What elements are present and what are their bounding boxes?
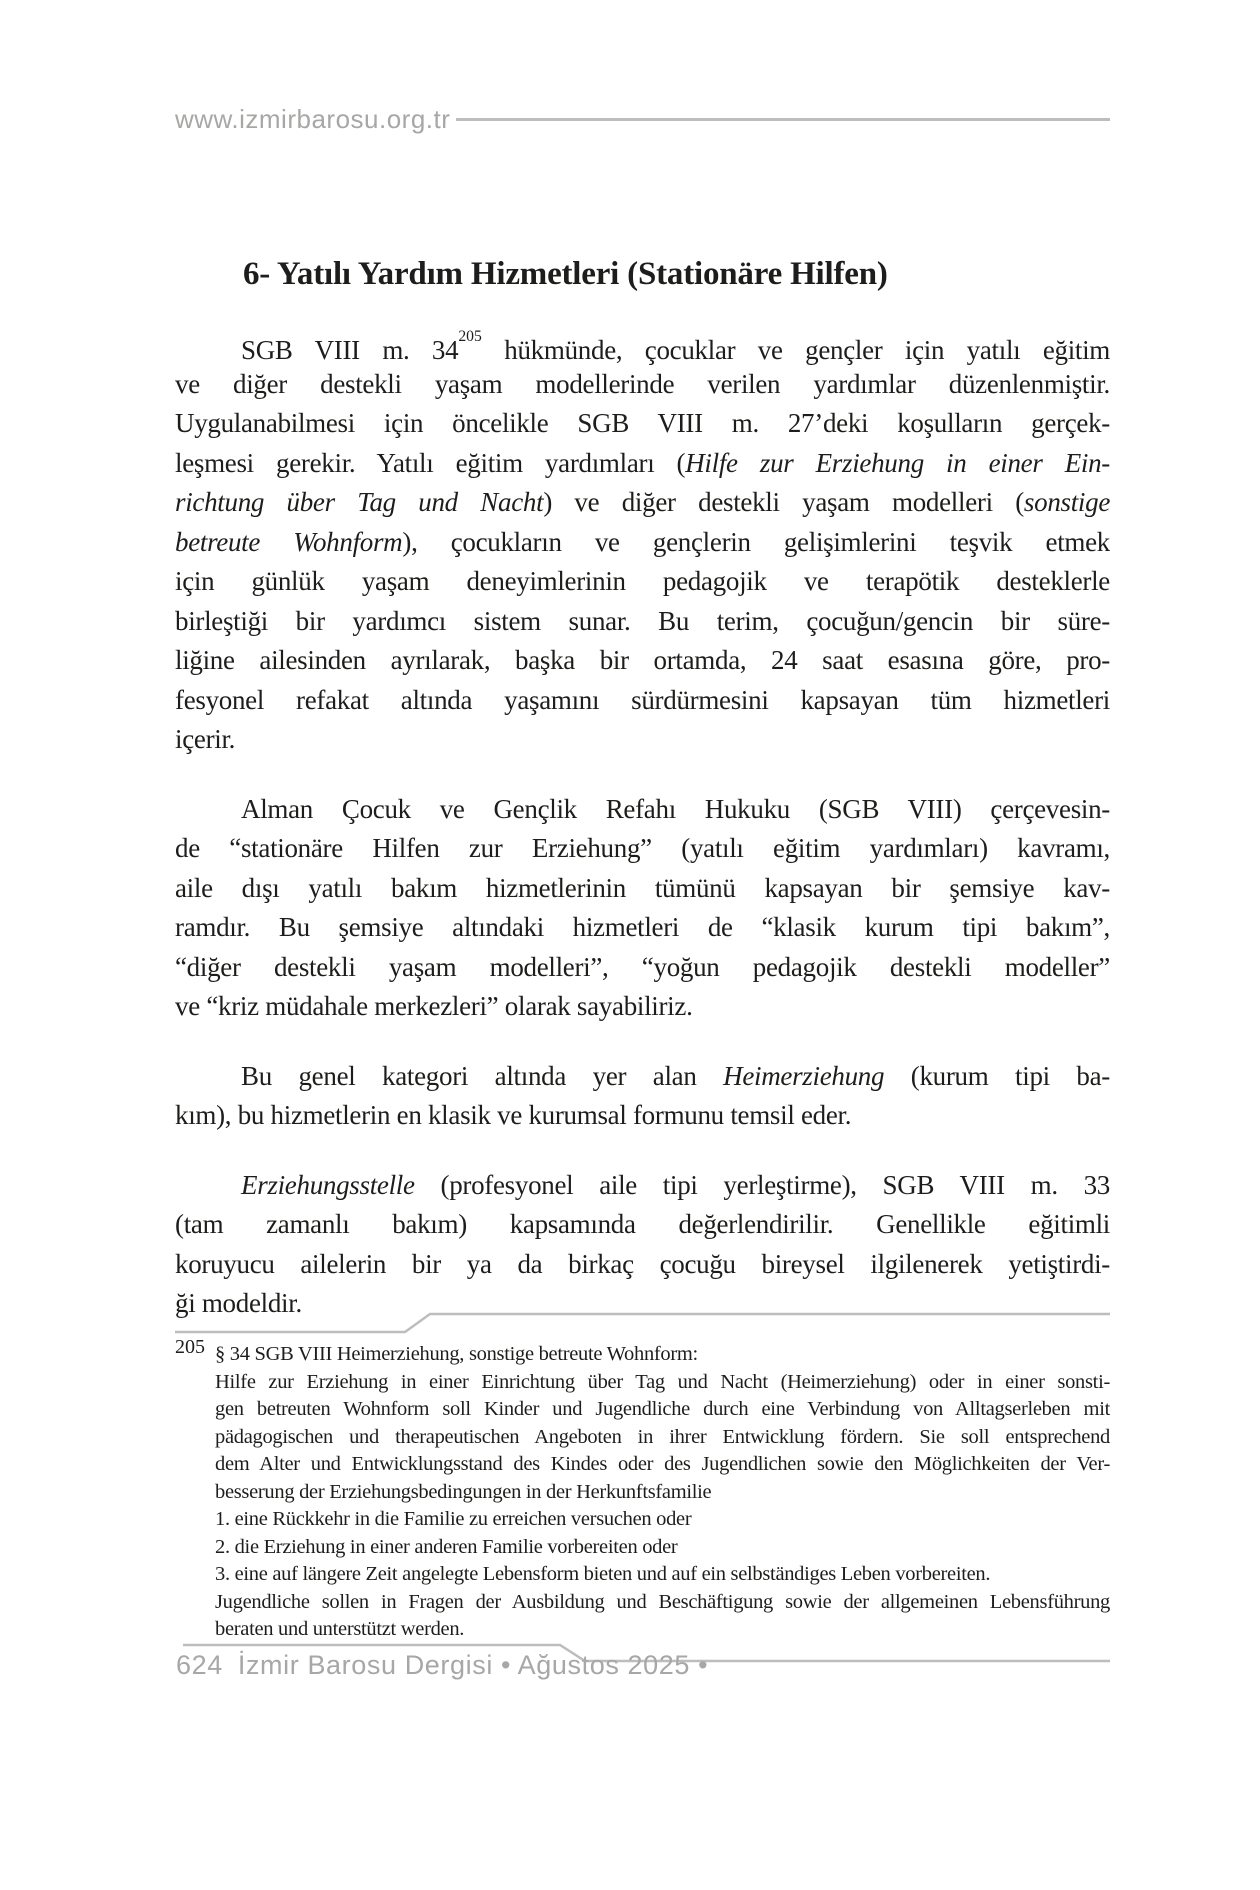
- text-line: [215, 1451, 1110, 1479]
- paragraph: [175, 325, 1110, 760]
- text-segment: Jugendliche sollen in Fragen der Ausbildung und Beschäftigung sowie der allgemeinen Lebensführung: [215, 1590, 1110, 1613]
- text-segment: de “stationäre Hilfen zur Erziehung” (yatılı eğitim yardımları) kavramı,: [175, 833, 1110, 863]
- text-segment: aile dışı yatılı bakım hizmetlerinin tümünü kapsayan bir şemsiye kav-: [175, 872, 1110, 903]
- text-segment: Heimerziehung: [723, 1060, 885, 1091]
- text-line: [175, 404, 1110, 444]
- text-segment: betreute Wohnform: [175, 526, 403, 557]
- text-segment: fesyonel refakat altında yaşamını sürdürmesini kapsayan tüm hizmetleri: [175, 684, 1110, 715]
- footnote-body: [215, 1341, 1110, 1644]
- text-line: [215, 1534, 1110, 1562]
- text-line: [175, 987, 1110, 1027]
- text-segment: pädagogischen und therapeutischen Angeboten in ihrer Entwicklung fördern. Sie soll entsprechend: [215, 1425, 1110, 1448]
- text-segment: “diğer destekli yaşam modelleri”, “yoğun pedagojik destekli modeller”: [175, 951, 1110, 982]
- text-segment: hükmünde, çocuklar ve gençler için yatılı eğitim: [481, 335, 1110, 365]
- text-line: [175, 908, 1110, 948]
- text-line: [215, 1561, 1110, 1589]
- text-line: [175, 1245, 1110, 1285]
- text-line: [175, 483, 1110, 523]
- text-line: [215, 1616, 1110, 1644]
- header-url: www.izmirbarosu.org.tr: [175, 104, 451, 134]
- text-segment: kım), bu hizmetlerin en klasik ve kurumsal formunu temsil eder.: [175, 1100, 852, 1130]
- footnote-separator: [175, 1311, 1110, 1337]
- text-segment: sonstige: [1023, 487, 1110, 517]
- body-text: [175, 325, 1110, 1324]
- text-line: [175, 869, 1110, 909]
- page-header: [175, 104, 1110, 135]
- text-segment: ve diğer destekli yaşam modellerinde verilen yardımlar düzenlenmiştir.: [175, 368, 1110, 399]
- text-segment: ramdır. Bu şemsiye altındaki hizmetleri de “klasik kurum tipi bakım”,: [175, 912, 1110, 942]
- text-segment: birleştiği bir yardımcı sistem sunar. Bu terim, çocuğun/gencin bir süre-: [175, 605, 1110, 636]
- text-line: [175, 562, 1110, 602]
- text-segment: leşmesi gerekir. Yatılı eğitim yardımları (: [175, 447, 686, 478]
- text-segment: ), çocukların ve gençlerin gelişimlerini teşvik etmek: [402, 526, 1110, 557]
- text-line: [175, 365, 1110, 405]
- text-line: [175, 1205, 1110, 1245]
- text-segment: gen betreuten Wohnform soll Kinder und Jugendliche durch eine Verbindung von Alltagserleben mit: [215, 1398, 1110, 1420]
- text-segment: (profesyonel aile tipi yerleştirme), SGB VIII m. 33: [414, 1169, 1110, 1200]
- text-line: [175, 790, 1110, 830]
- page-number: 624: [176, 1650, 223, 1680]
- text-segment: koruyucu ailelerin bir ya da birkaç çocuğu bireysel ilgilenerek yetiştirdi-: [175, 1248, 1110, 1279]
- text-segment: Erziehungsstelle: [241, 1169, 415, 1200]
- text-segment: (kurum tipi ba-: [884, 1060, 1110, 1091]
- text-segment: § 34 SGB VIII Heimerziehung, sonstige betreute Wohnform:: [215, 1343, 698, 1365]
- text-segment: içerir.: [175, 724, 236, 754]
- paragraph: [175, 1166, 1110, 1324]
- page-footer: [176, 1650, 708, 1681]
- text-segment: besserung der Erziehungsbedingungen in der Herkunftsfamilie: [215, 1480, 712, 1503]
- text-line: [175, 1096, 1110, 1136]
- text-line: [215, 1424, 1110, 1452]
- text-line: [215, 1589, 1110, 1617]
- text-segment: için günlük yaşam deneyimlerinin pedagojik ve terapötik desteklerle: [175, 566, 1110, 596]
- text-line: [215, 1506, 1110, 1534]
- text-segment: (tam zamanlı bakım) kapsamında değerlendirilir. Genellikle eğitimli: [175, 1209, 1110, 1239]
- text-line: [175, 444, 1110, 484]
- text-segment: 1. eine Rückkehr in die Familie zu erreichen versuchen oder: [215, 1508, 692, 1530]
- footnote-block: [175, 1336, 1110, 1644]
- text-line: [175, 829, 1110, 869]
- text-segment: liğine ailesinden ayrılarak, başka bir ortamda, 24 saat esasına göre, pro-: [175, 645, 1110, 675]
- text-segment: ve “kriz müdahale merkezleri” olarak sayabiliriz.: [175, 991, 693, 1021]
- text-segment: ) ve diğer destekli yaşam modelleri (: [543, 487, 1024, 517]
- text-segment: Hilfe zur Erziehung in einer Einrichtung über Tag und Nacht (Heimerziehung) oder in einer sonsti-: [215, 1370, 1110, 1393]
- text-line: [175, 720, 1110, 760]
- text-line: [215, 1396, 1110, 1424]
- text-line: [175, 325, 1110, 365]
- text-segment: SGB VIII m. 34: [241, 335, 459, 365]
- text-segment: ği modeldir.: [175, 1288, 302, 1318]
- text-segment: Bu genel kategori altında yer alan: [241, 1060, 724, 1091]
- text-segment: 2. die Erziehung in einer anderen Familie vorbereiten oder: [215, 1535, 678, 1558]
- footnote-number: 205: [175, 1336, 205, 1358]
- footnote-reference: 205: [458, 328, 482, 346]
- text-segment: 3. eine auf längere Zeit angelegte Lebensform bieten und auf ein selbständiges Leben vorbereiten.: [215, 1563, 991, 1585]
- paragraph: [175, 790, 1110, 1027]
- section-title: 6- Yatılı Yardım Hizmetleri (Stationäre Hilfen): [243, 256, 888, 292]
- text-line: [175, 602, 1110, 642]
- header-rule: [456, 118, 1110, 121]
- text-segment: Uygulanabilmesi için öncelikle SGB VIII m. 27’deki koşulların gerçek-: [175, 408, 1110, 438]
- text-line: [175, 948, 1110, 988]
- text-segment: Alman Çocuk ve Gençlik Refahı Hukuku (SGB VIII) çerçevesin-: [241, 793, 1110, 824]
- text-line: [175, 1057, 1110, 1097]
- text-line: [175, 641, 1110, 681]
- text-line: [175, 1166, 1110, 1206]
- text-segment: Hilfe zur Erziehung in einer Ein-: [685, 447, 1110, 478]
- paragraph: [175, 1057, 1110, 1136]
- text-line: [215, 1479, 1110, 1507]
- text-line: [215, 1369, 1110, 1397]
- text-segment: beraten und unterstützt werden.: [215, 1618, 465, 1640]
- text-line: [175, 523, 1110, 563]
- text-line: [175, 681, 1110, 721]
- text-line: [215, 1341, 1110, 1369]
- text-segment: dem Alter und Entwicklungsstand des Kindes oder des Jugendlichen sowie den Möglichkeiten der Ver-: [215, 1453, 1110, 1475]
- text-segment: richtung über Tag und Nacht: [175, 487, 544, 517]
- footer-journal-text: İzmir Barosu Dergisi • Ağustos 2025 •: [237, 1650, 709, 1680]
